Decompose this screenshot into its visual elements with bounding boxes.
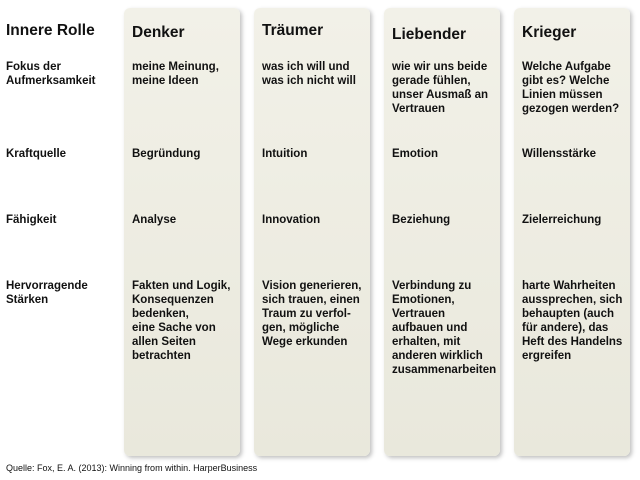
cell-staerken-denker: Fakten und Logik, Konsequenzen bedenken, eine Sache von allen Seiten betrachten	[132, 280, 231, 362]
source-citation: Quelle: Fox, E. A. (2013): Winning from within. HarperBusiness	[6, 463, 258, 473]
cell-staerken-traeumer: Vision generieren, sich trauen, einen Traum zu verfol- gen, mögliche Wege erkunden	[262, 280, 362, 348]
row-label-faehigkeit: Fähigkeit	[6, 214, 57, 226]
column-header-krieger: Krieger	[522, 24, 577, 41]
cell-faehigkeit-traeumer: Innovation	[262, 214, 321, 226]
cell-staerken-liebender: Verbindung zu Emotionen, Vertrauen aufbauen und erhalten, mit anderen wirklich zusammenarbeiten	[392, 280, 497, 376]
cell-faehigkeit-denker: Analyse	[132, 214, 177, 226]
row-header-title: Innere Rolle	[6, 22, 95, 39]
cell-staerken-krieger: harte Wahrheiten aussprechen, sich behaupten (auch für andere), das Heft des Handelns ergreifen	[522, 280, 623, 362]
row-label-kraftquelle: Kraftquelle	[6, 148, 67, 160]
row-label-staerken: Hervorragende Stärken	[6, 280, 88, 306]
cell-faehigkeit-krieger: Zielerreichung	[522, 214, 602, 226]
cell-kraftquelle-traeumer: Intuition	[262, 148, 308, 160]
cell-kraftquelle-liebender: Emotion	[392, 148, 438, 160]
column-header-denker: Denker	[132, 24, 185, 41]
column-header-liebender: Liebender	[392, 26, 467, 43]
cell-faehigkeit-liebender: Beziehung	[392, 214, 451, 226]
cell-kraftquelle-denker: Begründung	[132, 148, 201, 160]
cell-fokus-liebender: wie wir uns beide gerade fühlen, unser Ausmaß an Vertrauen	[392, 61, 489, 115]
cell-kraftquelle-krieger: Willensstärke	[522, 148, 597, 160]
cell-fokus-denker: meine Meinung, meine Ideen	[132, 61, 219, 87]
cell-fokus-traeumer: was ich will und was ich nicht will	[262, 61, 356, 87]
cell-fokus-krieger: Welche Aufgabe gibt es? Welche Linien müssen gezogen werden?	[522, 61, 620, 115]
row-label-fokus: Fokus der Aufmerksamkeit	[6, 61, 96, 87]
column-header-traeumer: Träumer	[262, 22, 324, 39]
